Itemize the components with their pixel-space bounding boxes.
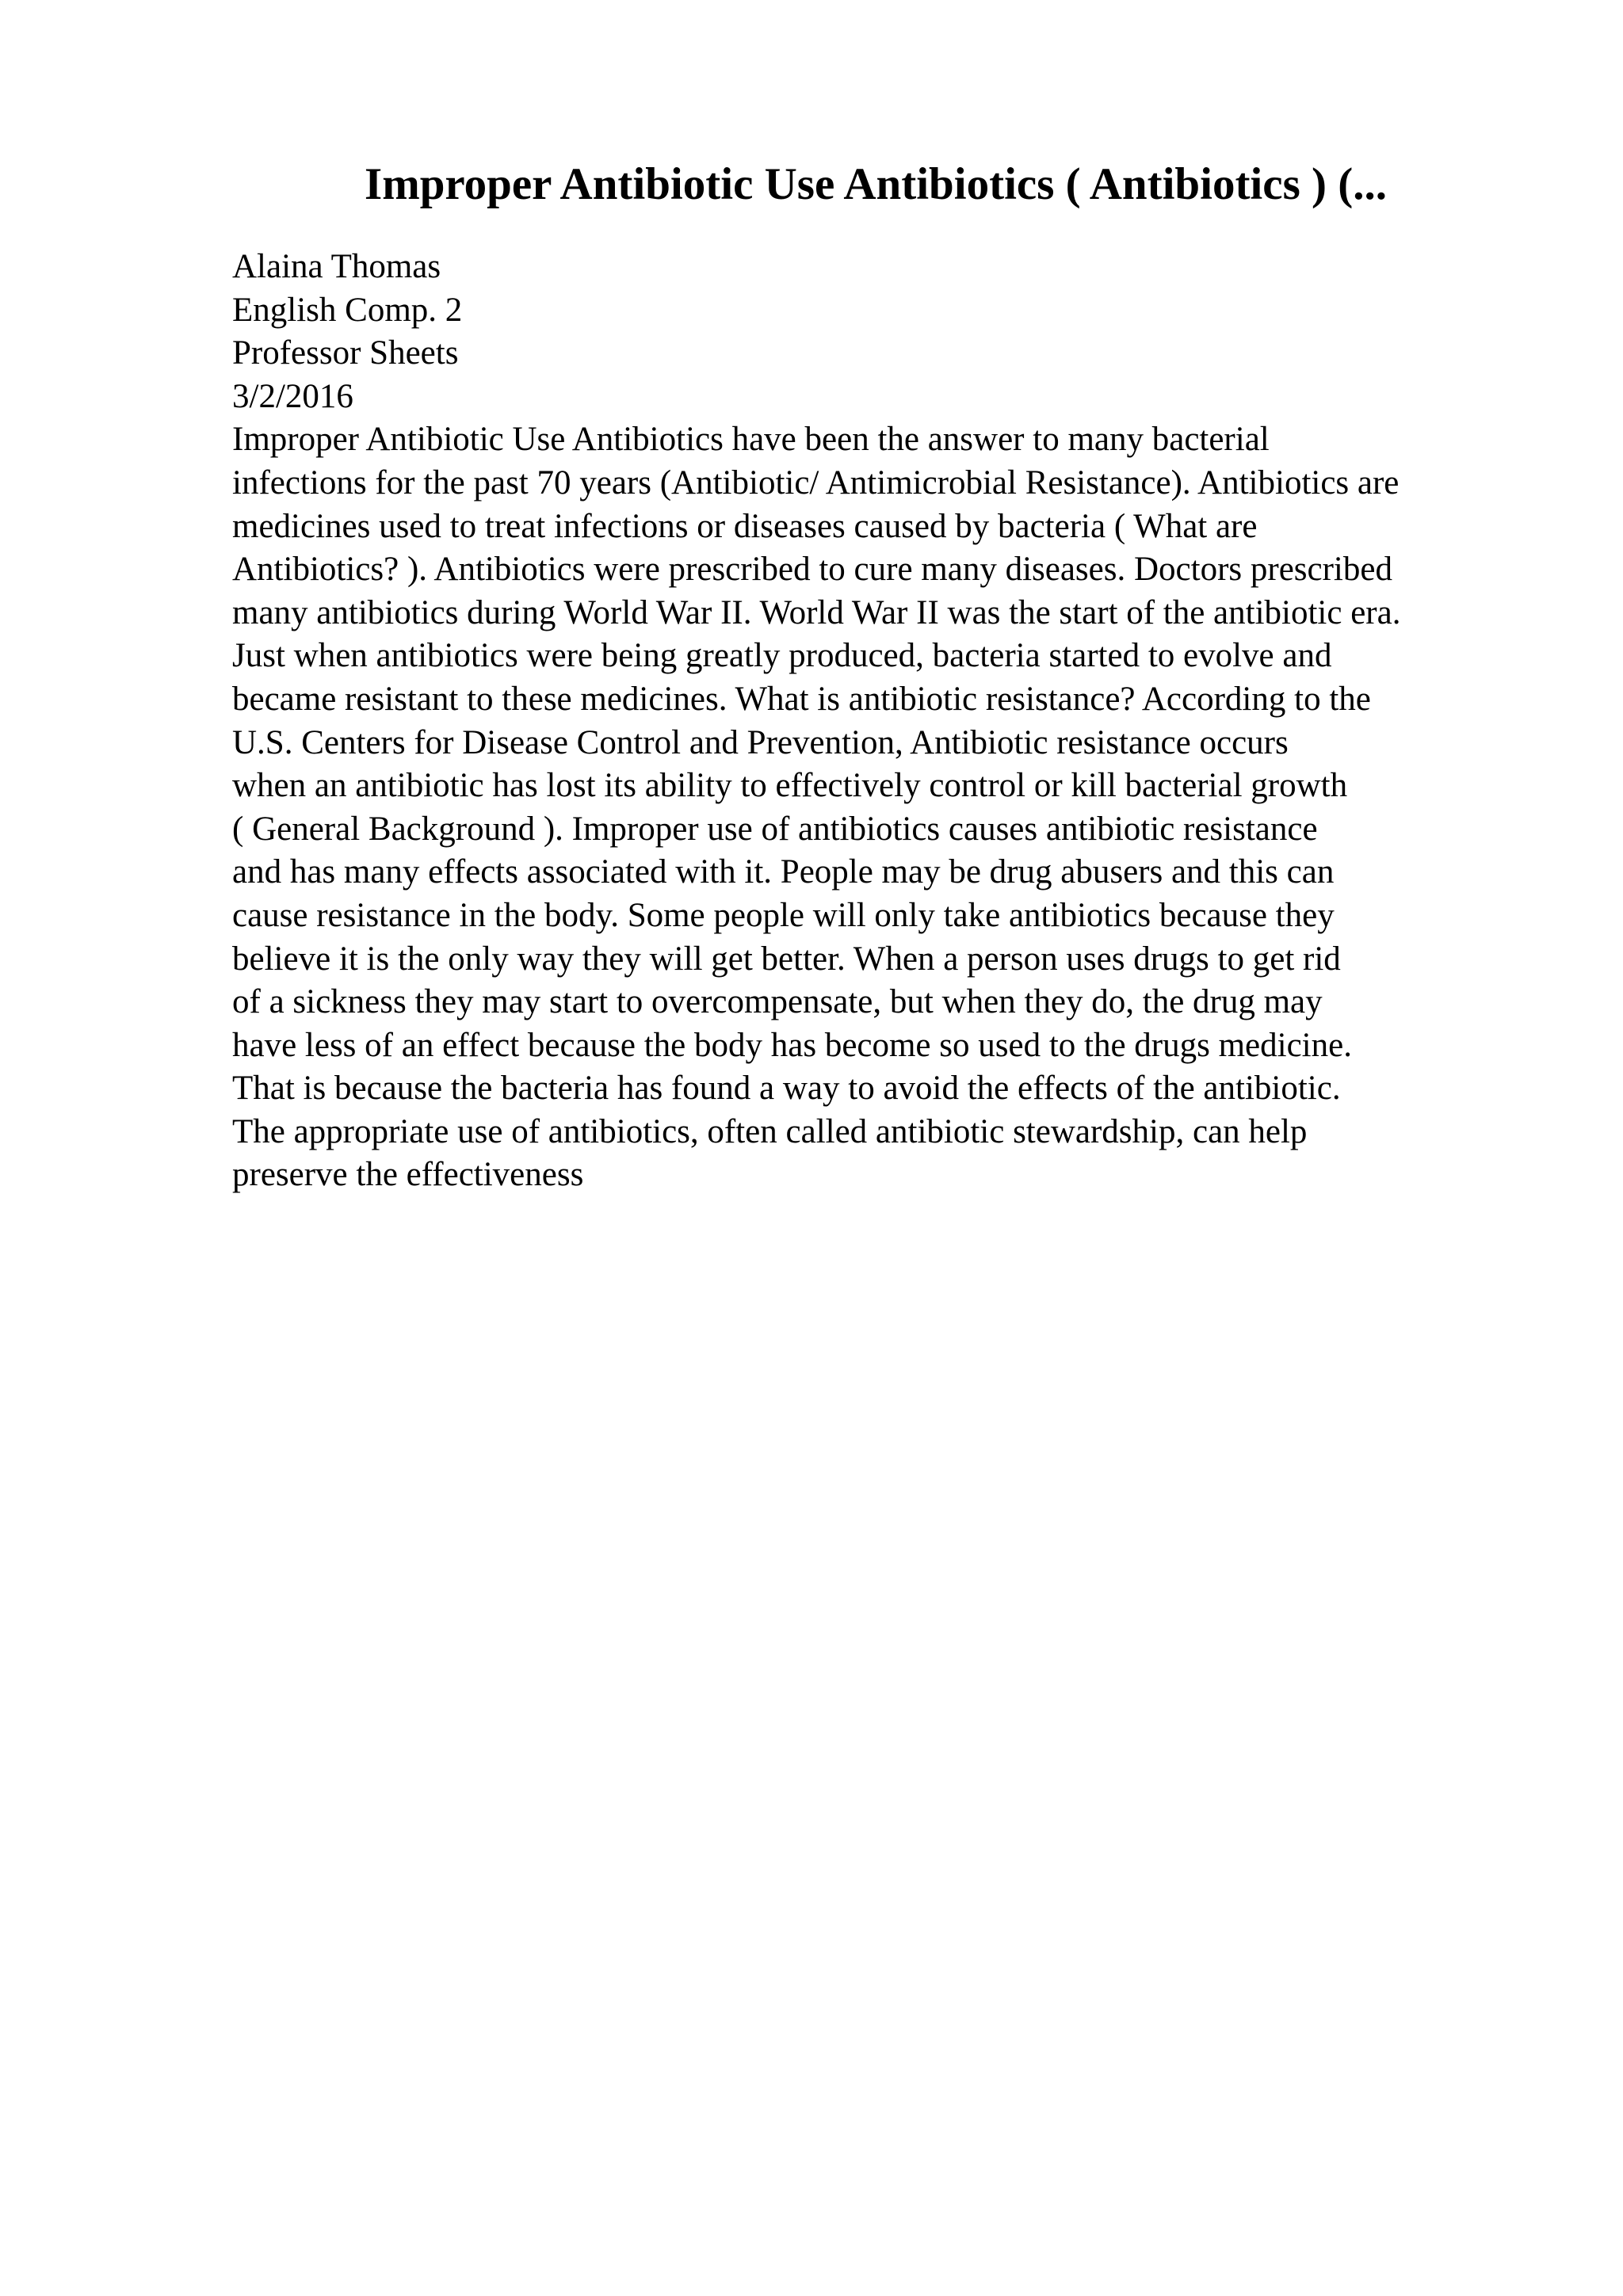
document-title: Improper Antibiotic Use Antibiotics ( Antibiotics ) (...	[365, 159, 1387, 209]
body-line: and has many effects associated with it. People may be drug abusers and this can	[232, 853, 1335, 891]
body-line: became resistant to these medicines. What is antibiotic resistance? According to the	[232, 680, 1371, 718]
body-line: ( General Background ). Improper use of antibiotics causes antibiotic resistance	[232, 810, 1318, 848]
body-line: preserve the effectiveness	[232, 1156, 584, 1194]
professor-name: Professor Sheets	[232, 334, 459, 372]
body-line: The appropriate use of antibiotics, often called antibiotic stewardship, can help	[232, 1112, 1308, 1150]
document-body	[232, 246, 1548, 1197]
body-line: infections for the past 70 years (Antibiotic/ Antimicrobial Resistance). Antibiotics are	[232, 463, 1400, 502]
body-line: Improper Antibiotic Use Antibiotics have been the answer to many bacterial	[232, 421, 1270, 459]
body-line: medicines used to treat infections or diseases caused by bacteria ( What are	[232, 507, 1258, 545]
document-date: 3/2/2016	[232, 377, 353, 415]
body-line: of a sickness they may start to overcompensate, but when they do, the drug may	[232, 983, 1323, 1021]
body-line: Just when antibiotics were being greatly produced, bacteria started to evolve and	[232, 637, 1332, 675]
body-line: cause resistance in the body. Some people will only take antibiotics because they	[232, 896, 1335, 934]
body-line: have less of an effect because the body has become so used to the drugs medicine.	[232, 1026, 1352, 1064]
body-line: Antibiotics? ). Antibiotics were prescribed to cure many diseases. Doctors prescribed	[232, 551, 1392, 589]
body-line: believe it is the only way they will get better. When a person uses drugs to get rid	[232, 940, 1341, 978]
body-line: many antibiotics during World War II. World War II was the start of the antibiotic era.	[232, 593, 1401, 631]
body-line: when an antibiotic has lost its ability to effectively control or kill bacterial growth	[232, 767, 1348, 805]
body-line: That is because the bacteria has found a way to avoid the effects of the antibiotic.	[232, 1070, 1341, 1108]
author-name: Alaina Thomas	[232, 248, 441, 285]
body-line: U.S. Centers for Disease Control and Prevention, Antibiotic resistance occurs	[232, 723, 1289, 761]
course-name: English Comp. 2	[232, 291, 463, 329]
